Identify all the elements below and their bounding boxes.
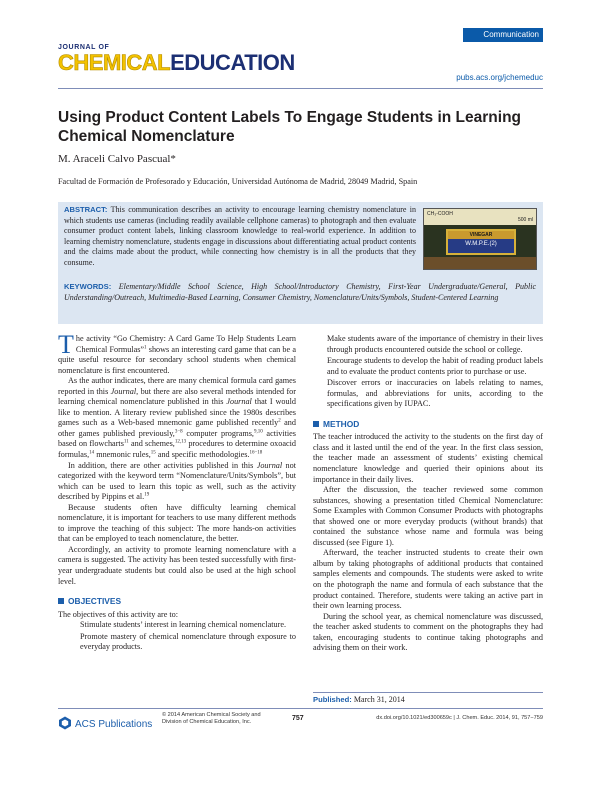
text-run: mnemonic rules, xyxy=(94,450,151,460)
acs-publications-logo xyxy=(58,716,152,730)
abstract-label: ABSTRACT: xyxy=(64,205,108,214)
right-column xyxy=(313,334,543,654)
acs-publications-text: ACS Publications xyxy=(75,719,153,730)
text-run: and specific methodologies. xyxy=(155,450,250,460)
paragraph-intro xyxy=(58,330,296,376)
toc-bottle-label xyxy=(446,229,516,255)
article-type-badge: Communication xyxy=(463,28,543,42)
objectives-list xyxy=(58,620,296,653)
text-run: activities based on flowcharts xyxy=(58,428,296,449)
toc-label-title: VINEGAR xyxy=(448,231,514,239)
objectives-intro: The objectives of this activity are to: xyxy=(58,609,179,619)
journal-italic: Journal xyxy=(110,386,137,396)
text-run: and other games published previously, xyxy=(58,418,296,438)
paragraph-method-4: During the school year, as chemical nomenclature was discussed, the teacher asked students to comment on the photographs they had taken, encouraging students to continue taking photographs and advising them on their work. xyxy=(313,611,543,653)
heading-square-icon xyxy=(58,598,64,604)
acs-hexagon-icon xyxy=(58,716,72,730)
keywords xyxy=(64,282,536,303)
article-title: Using Product Content Labels To Engage Students in Learning Chemical Nomenclature xyxy=(58,109,522,145)
section-heading-objectives xyxy=(58,596,296,607)
logo-chemical: CHEMICAL xyxy=(58,50,171,75)
heading-text: METHOD xyxy=(323,418,360,429)
copyright-line: © 2014 American Chemical Society and xyxy=(162,712,261,718)
copyright-line: Division of Chemical Education, Inc. xyxy=(162,719,252,725)
logo-journal-of: JOURNAL OF xyxy=(58,44,110,51)
logo-education: EDUCATION xyxy=(170,50,295,75)
citation-ref[interactable]: 15 xyxy=(150,450,156,456)
paragraph-literature xyxy=(58,376,296,460)
citation-ref[interactable]: 2 xyxy=(278,418,281,424)
journal-italic: Journal xyxy=(226,397,252,407)
text-run: As the author indicates, there are many chemical formula card games reported in this xyxy=(58,376,296,396)
citation-ref[interactable]: 14 xyxy=(89,450,95,456)
paragraph-other-activities xyxy=(58,461,296,503)
abstract-body: This communication describes an activity to encourage learning chemistry nomenclature in which students use cameras (including readily available cellphone cameras) to photograph and then evaluate consumer product content labels, linking classroom knowledge to real-world experience. In addition to learning chemistry nomenclature, students engage in discussions about differentiating actual product contents and the claims made about the product, while connecting how chemistry is in all the products that they consume. xyxy=(64,205,416,267)
text-run: not categorized with the keyword term “Nomenclature/Units/Symbols”, but which can be used to learn this topic as well, such as the activity described by Pippins et al. xyxy=(58,460,296,502)
citation-ref[interactable]: 19 xyxy=(144,492,150,498)
citation-ref[interactable]: 16−18 xyxy=(249,450,263,456)
keywords-label: KEYWORDS: xyxy=(64,282,112,291)
doi-citation[interactable]: dx.doi.org/10.1021/ed300659c | J. Chem. Educ. 2014, 91, 757−759 xyxy=(376,715,543,721)
published-date xyxy=(313,695,405,704)
list-item: Promote mastery of chemical nomenclature through exposure to everyday products. xyxy=(80,631,296,652)
paragraph-method-3: Afterward, the teacher instructed students to create their own album by taking photographs of additional products that contained samples elements and compounds. The students were asked to write on the photograph the name and formula of each substance that the product contained. Therefore, students were taking an active part in their own learning process. xyxy=(313,548,543,611)
list-item: Discover errors or inaccuracies on labels relating to names, formulas, and abbreviations for units, according to the specifications given by IUPAC. xyxy=(327,378,543,409)
toc-bottle-cap xyxy=(424,257,536,270)
citation-ref[interactable]: 3−8 xyxy=(174,429,183,435)
text-run: that I would like to mention. A literary review published since the 1980s describes games such as a Web-based mnemonic game published recently xyxy=(58,397,296,428)
paragraph-difficulty: Because students often have difficulty learning chemical nomenclature, it is important for teachers to use many different methods to improve the teaching of this subject: The more hands-on activities that can be employed to teach nomenclature, the better. xyxy=(58,502,296,544)
logo-wordmark xyxy=(58,52,295,74)
left-column xyxy=(58,330,297,654)
text-run: In addition, there are other activities published in this xyxy=(68,460,257,470)
text-run: he activity “Go Chemistry: A Card Game To Help Students Learn Chemical Formulas” xyxy=(75,334,296,354)
published-divider xyxy=(313,692,543,693)
citation-ref[interactable]: 1 xyxy=(144,344,147,350)
published-label: Published: xyxy=(313,695,352,704)
journal-italic: Journal xyxy=(256,460,283,470)
text-run: , but there are also several methods intended for learning chemical nomenclature published in this xyxy=(58,386,296,407)
heading-text: OBJECTIVES xyxy=(68,596,122,607)
text-run: computer programs, xyxy=(182,428,254,438)
toc-label-text: W.M.P.E.(2) xyxy=(465,241,497,247)
journal-logo xyxy=(58,44,295,74)
citation-ref[interactable]: 11 xyxy=(123,439,129,445)
published-value: March 31, 2014 xyxy=(353,695,405,704)
list-item: Make students aware of the importance of chemistry in their lives through products encountered outside the school or college. xyxy=(327,334,543,354)
keywords-list: Elementary/Middle School Science, High School/Introductory Chemistry, First-Year Undergraduate/General, Public Understanding/Outreach, Multimedia-Based Learning, Consumer Chemistry, Nomenclature/Units/Symbols, Student-Centered Learning xyxy=(64,282,537,302)
text-run: procedures to determine oxoacid formulas, xyxy=(58,439,297,460)
paragraph-camera-activity: Accordingly, an activity to promote learning nomenclature with a camera is suggested. The activity has been tested successfully with first-year undergraduate students but could also be used at the high school level. xyxy=(58,544,296,586)
author-affiliation: Facultad de Formación de Profesorado y Educación, Universidad Autónoma de Madrid, 28049 Madrid, Spain xyxy=(58,177,418,186)
list-item: Stimulate students’ interest in learning chemical nomenclature. xyxy=(80,620,287,630)
citation-ref[interactable]: 12,13 xyxy=(174,439,187,445)
paragraph-method-1: The teacher introduced the activity to the students on the first day of class and it lasted until the end of the year. In the first class session, the teacher made an assessment of students’ existing chemical nomenclature knowledge and queried their opinions about its importance in their daily lives. xyxy=(313,432,543,484)
toc-graphic-vinegar-bottle xyxy=(423,208,537,270)
list-item: Encourage students to develop the habit of reading product labels and to evaluate the product contents prior to purchase or use. xyxy=(327,356,543,376)
objectives-list-continued xyxy=(313,334,543,410)
page-number: 757 xyxy=(292,715,304,722)
toc-formula: CH₃-COOH xyxy=(427,211,453,217)
text-run: and schemes, xyxy=(128,439,175,449)
citation-ref[interactable]: 9,10 xyxy=(253,429,263,435)
journal-url-link[interactable]: pubs.acs.org/jchemeduc xyxy=(456,73,543,82)
drop-cap: T xyxy=(58,330,74,359)
text-run: shows an interesting card game that can be a quite useful resource for secondary school students when chemical nomenclature is first encountered. xyxy=(58,344,296,375)
heading-square-icon xyxy=(313,421,319,427)
paragraph-method-2: After the discussion, the teacher reviewed some common substances, showing a presentation titled Chemical Nomenclature: Some Examples with Common Consumer Products with photographs that showed one or more everyday products (without brands) that contained the substance whose name and formula was being discussed (see Figure 1). xyxy=(313,485,543,547)
toc-volume: 500 ml xyxy=(517,217,533,223)
author-name: M. Araceli Calvo Pascual* xyxy=(58,153,176,165)
copyright-notice xyxy=(162,712,282,726)
abstract xyxy=(64,205,416,269)
section-heading-method xyxy=(313,419,543,430)
header-divider xyxy=(58,88,543,89)
footer-divider xyxy=(58,708,543,709)
